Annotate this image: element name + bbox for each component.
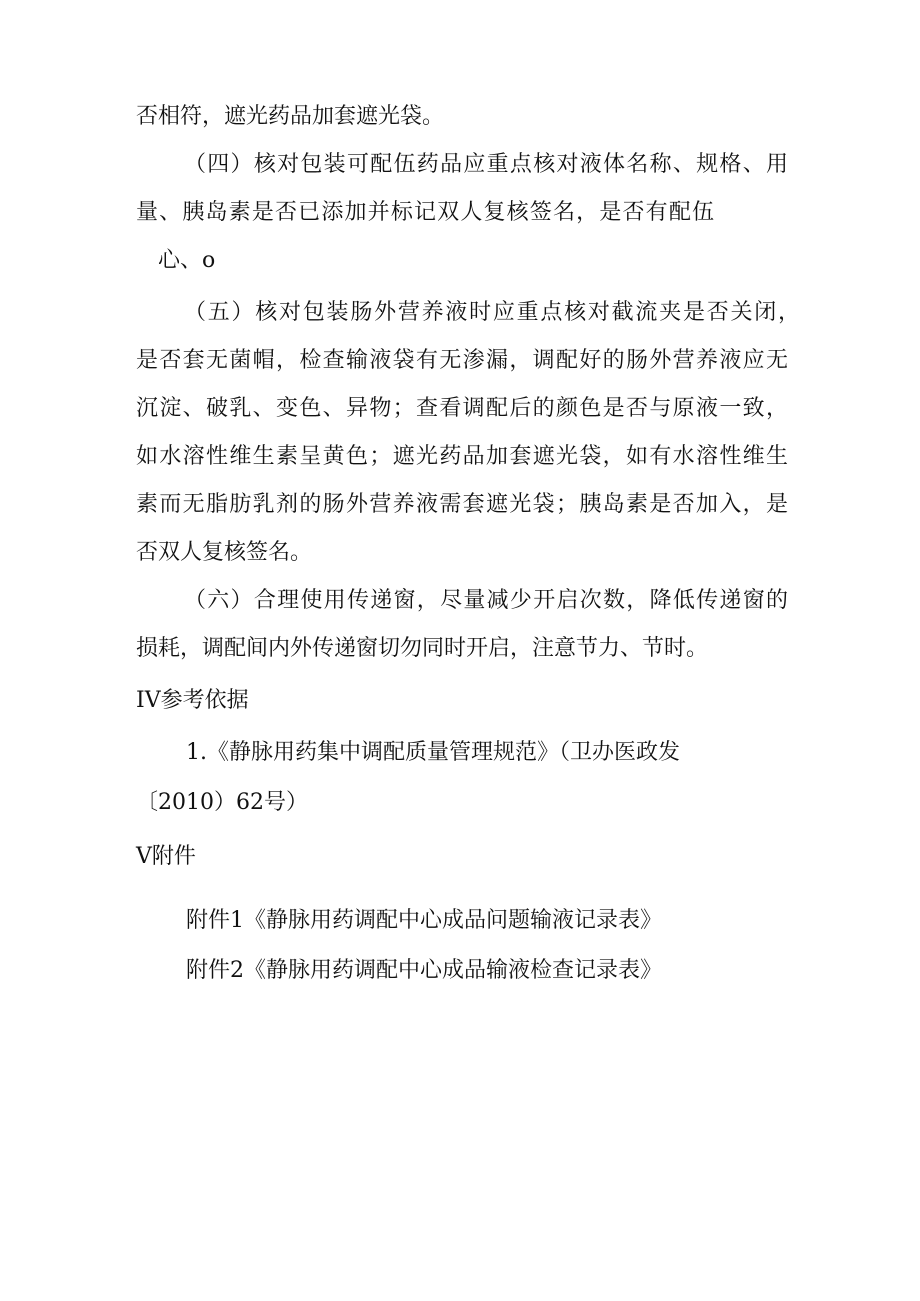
text-line-12: 损耗，调配间内外传递窗切勿同时开启，注意节力、节时。: [136, 636, 709, 661]
text-line-1: 否相符，遮光药品加套遮光袋。: [136, 104, 445, 129]
text-line-3: 量、胰岛素是否已添加并标记双人复核签名，是否有配伍: [136, 200, 714, 225]
reference-item-1: 1.《静脉用药集中调配质量管理规范》（卫办医政发: [186, 740, 680, 765]
text-line-7: 沉淀、破乳、变色、异物；查看调配后的颜色是否与原液一致，: [136, 396, 788, 421]
text-line-4: 心、o: [158, 248, 216, 273]
text-line-8: 如水溶性维生素呈黄色；遮光药品加套遮光袋，如有水溶性维生: [136, 444, 788, 469]
section-heading-iv: IV参考依据: [136, 688, 249, 713]
section-heading-v: V附件: [136, 844, 196, 869]
text-line-9: 素而无脂肪乳剂的肠外营养液需套遮光袋；胰岛素是否加入，是: [136, 492, 788, 517]
attachment-item-2: 附件2《静脉用药调配中心成品输液检查记录表》: [186, 958, 662, 983]
text-line-5: （五）核对包装肠外营养液时应重点核对截流夹是否关闭，: [184, 300, 800, 325]
text-line-11: （六）合理使用传递窗，尽量减少开启次数，降低传递窗的: [184, 588, 788, 613]
text-line-10: 否双人复核签名。: [136, 540, 313, 565]
attachment-item-1: 附件1《静脉用药调配中心成品问题输液记录表》: [186, 908, 662, 933]
reference-item-1-cont: 〔2010）62号）: [136, 790, 308, 815]
text-line-6: 是否套无菌帽，检查输液袋有无渗漏，调配好的肠外营养液应无: [136, 348, 788, 373]
text-line-2: （四）核对包装可配伍药品应重点核对液体名称、规格、用: [184, 152, 788, 177]
